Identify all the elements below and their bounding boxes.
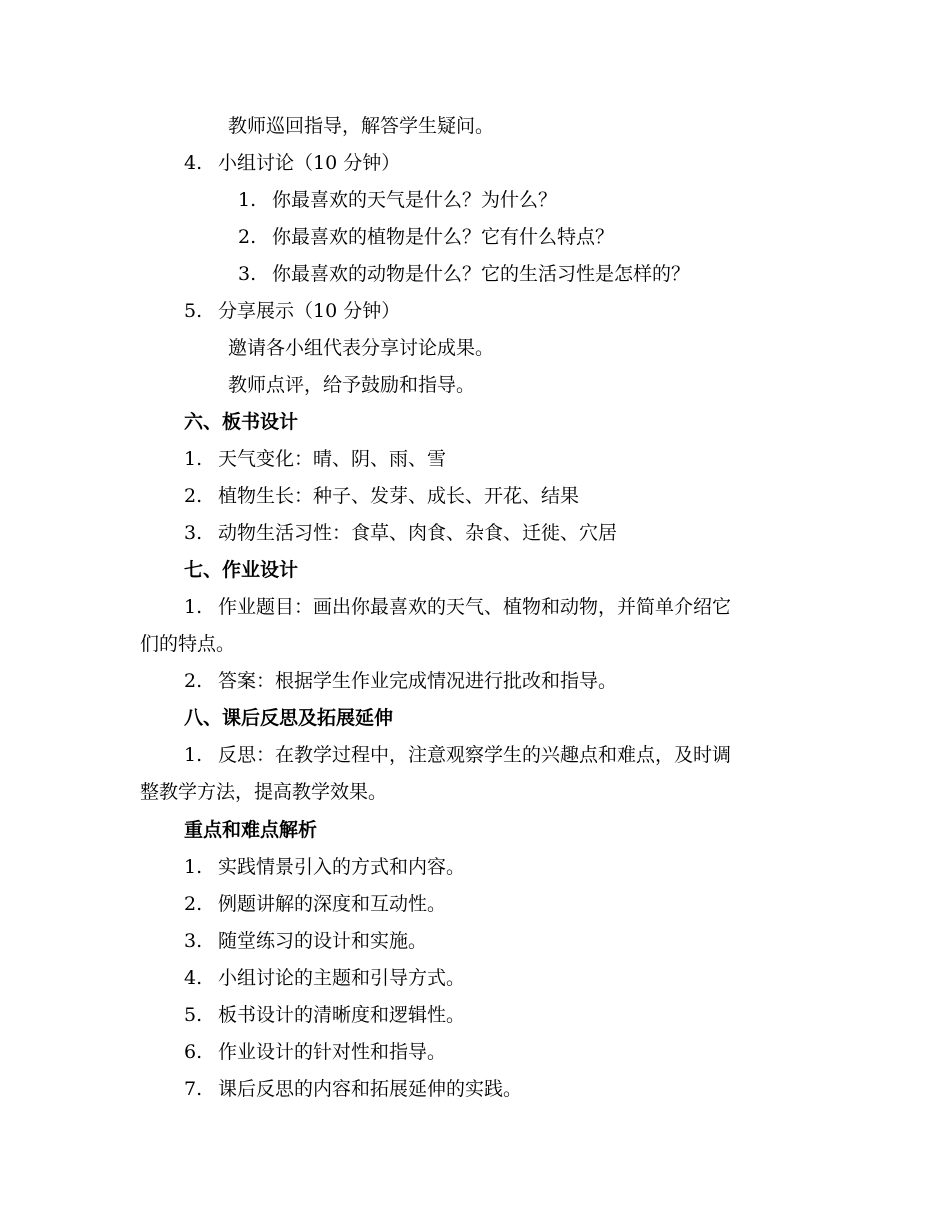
section-heading-blackboard xyxy=(184,409,298,435)
list-item-key-point-6 xyxy=(184,1039,446,1065)
list-text: 实践情景引入的方式和内容。 xyxy=(218,856,466,878)
list-item-key-point-1 xyxy=(184,854,465,880)
paragraph-text: 邀请各小组代表分享讨论成果。 xyxy=(228,337,495,359)
paragraph-text: 教师点评，给予鼓励和指导。 xyxy=(228,374,476,396)
paragraph-invite-groups xyxy=(228,335,494,361)
list-text: 作业设计的针对性和指导。 xyxy=(218,1041,447,1063)
heading-text: 重点和难点解析 xyxy=(184,819,318,841)
sub-list-item-weather xyxy=(238,187,557,213)
list-text: 你最喜欢的植物是什么？它有什么特点？ xyxy=(272,226,615,248)
list-text: 你最喜欢的动物是什么？它的生活习性是怎样的？ xyxy=(272,263,691,285)
list-number: 4. xyxy=(184,967,203,989)
list-number: 2. xyxy=(238,226,257,248)
list-number: 1. xyxy=(184,448,203,470)
sub-list-item-plant xyxy=(238,224,614,250)
list-number: 3. xyxy=(238,263,257,285)
list-text: 随堂练习的设计和实施。 xyxy=(218,930,428,952)
list-text: 课后反思的内容和拓展延伸的实践。 xyxy=(218,1078,523,1100)
list-number: 2. xyxy=(184,670,203,692)
list-text: 反思：在教学过程中，注意观察学生的兴趣点和难点，及时调 xyxy=(218,744,732,766)
list-item-key-point-5 xyxy=(184,1002,465,1028)
list-number: 2. xyxy=(184,485,203,507)
list-number: 7. xyxy=(184,1078,203,1100)
list-number: 4. xyxy=(184,152,203,174)
heading-text: 八、课后反思及拓展延伸 xyxy=(184,707,394,729)
paragraph-continuation xyxy=(140,631,235,657)
list-item-weather-change xyxy=(184,446,446,472)
list-number: 1. xyxy=(184,744,203,766)
list-text: 植物生长：种子、发芽、成长、开花、结果 xyxy=(218,485,580,507)
paragraph-text: 教师巡回指导，解答学生疑问。 xyxy=(228,115,495,137)
section-heading-homework xyxy=(184,557,298,583)
list-text: 板书设计的清晰度和逻辑性。 xyxy=(218,1004,466,1026)
paragraph-continuation xyxy=(140,779,387,805)
list-item-reflection xyxy=(184,742,731,768)
list-item-key-point-3 xyxy=(184,928,427,954)
list-text: 答案：根据学生作业完成情况进行批改和指导。 xyxy=(218,670,618,692)
list-text: 例题讲解的深度和互动性。 xyxy=(218,893,447,915)
paragraph-text: 整教学方法，提高教学效果。 xyxy=(140,781,388,803)
list-number: 2. xyxy=(184,893,203,915)
list-text: 作业题目：画出你最喜欢的天气、植物和动物，并简单介绍它 xyxy=(218,596,732,618)
sub-list-item-animal xyxy=(238,261,690,287)
list-item-key-point-7 xyxy=(184,1076,522,1102)
paragraph-teacher-guidance xyxy=(228,113,494,139)
section-heading-reflection xyxy=(184,705,393,731)
list-text: 你最喜欢的天气是什么？为什么？ xyxy=(272,189,558,211)
list-number: 3. xyxy=(184,522,203,544)
list-text: 动物生活习性：食草、肉食、杂食、迁徙、穴居 xyxy=(218,522,618,544)
list-text: 小组讨论（10 分钟） xyxy=(218,152,401,174)
list-item-key-point-4 xyxy=(184,965,465,991)
list-number: 6. xyxy=(184,1041,203,1063)
list-item-sharing xyxy=(184,298,400,324)
heading-text: 七、作业设计 xyxy=(184,559,299,581)
list-item-animal-habits xyxy=(184,520,617,546)
paragraph-text: 们的特点。 xyxy=(140,633,236,655)
list-text: 小组讨论的主题和引导方式。 xyxy=(218,967,466,989)
list-number: 1. xyxy=(238,189,257,211)
list-number: 3. xyxy=(184,930,203,952)
list-number: 1. xyxy=(184,856,203,878)
list-item-homework-topic xyxy=(184,594,731,620)
paragraph-teacher-comment xyxy=(228,372,475,398)
section-heading-key-points xyxy=(184,817,317,843)
list-number: 5. xyxy=(184,300,203,322)
list-item-plant-growth xyxy=(184,483,579,509)
list-number: 5. xyxy=(184,1004,203,1026)
list-item-homework-answer xyxy=(184,668,617,694)
list-text: 天气变化：晴、阴、雨、雪 xyxy=(218,448,447,470)
list-item-group-discussion xyxy=(184,150,400,176)
list-item-key-point-2 xyxy=(184,891,446,917)
list-text: 分享展示（10 分钟） xyxy=(218,300,401,322)
heading-text: 六、板书设计 xyxy=(184,411,299,433)
list-number: 1. xyxy=(184,596,203,618)
